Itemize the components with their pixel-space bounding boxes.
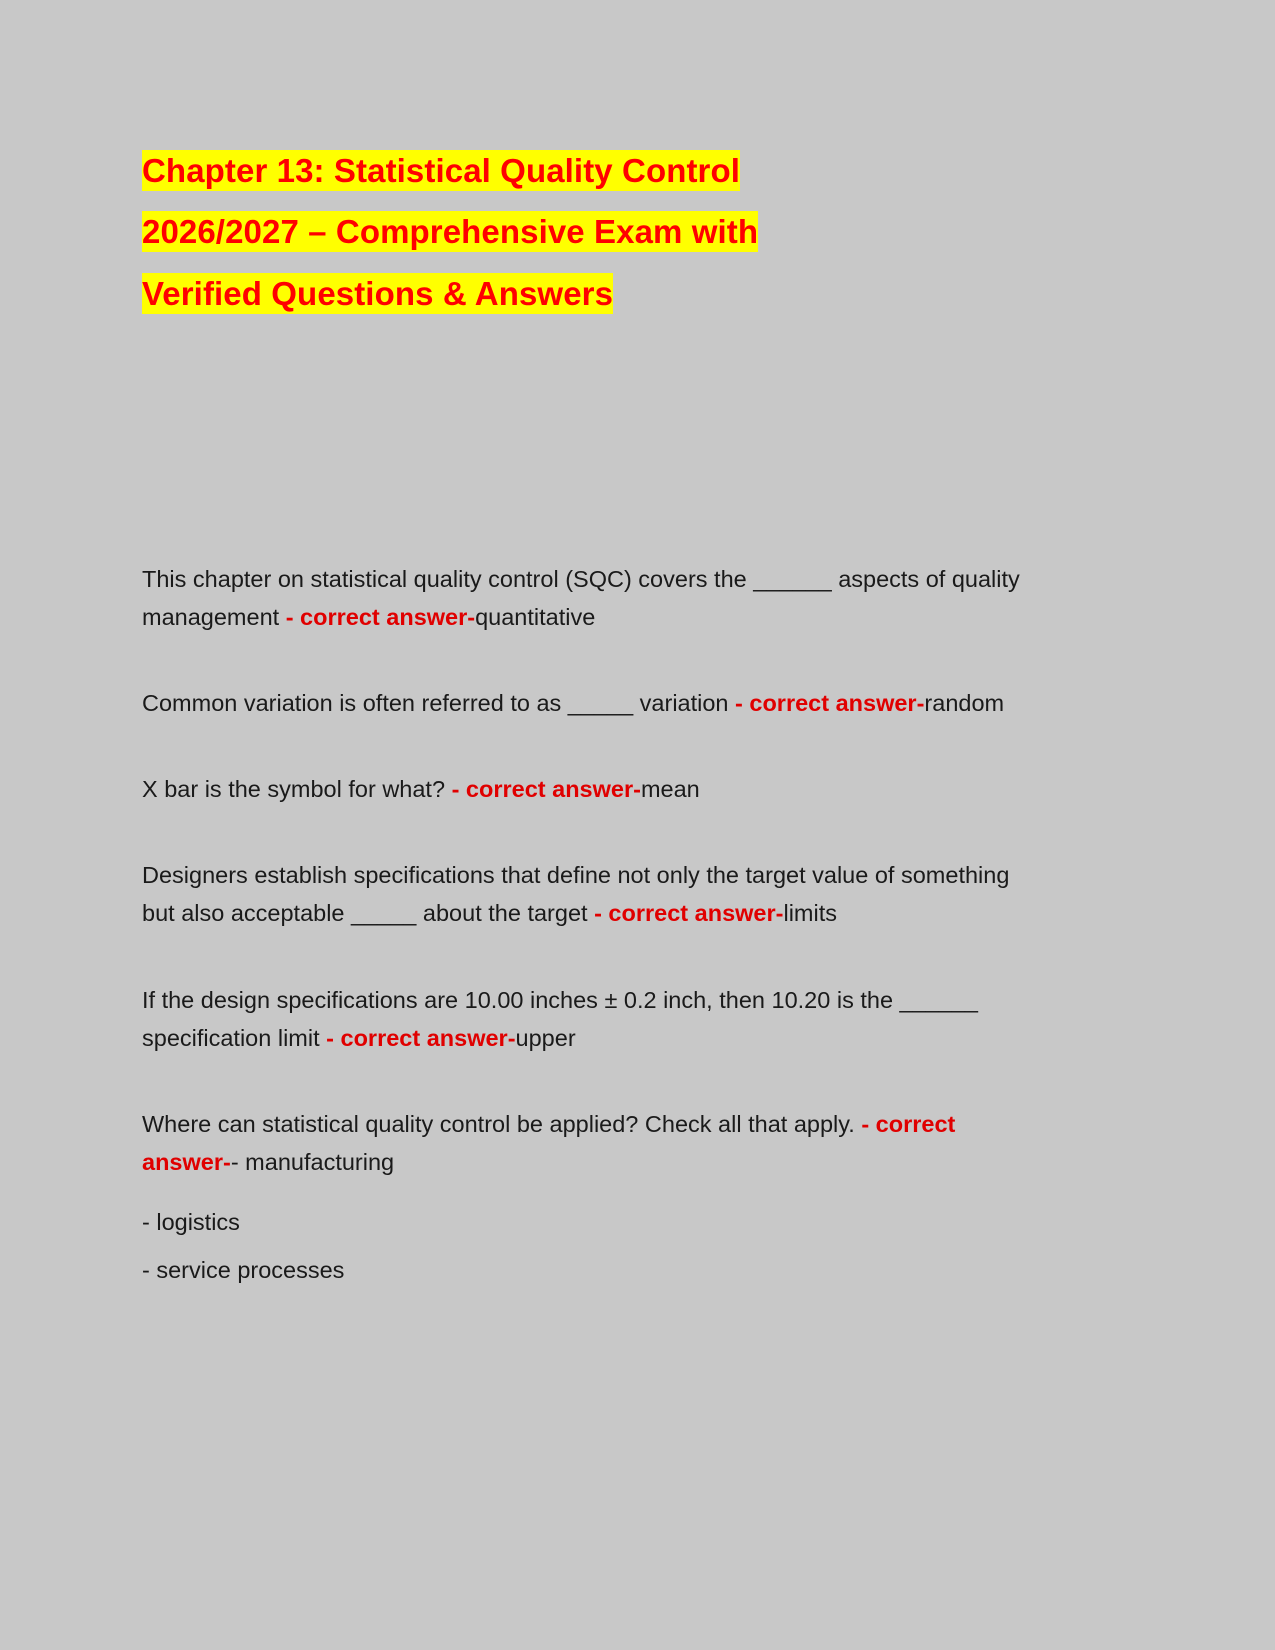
qa-item-1 bbox=[142, 560, 1042, 636]
qa-item-5 bbox=[142, 981, 1042, 1057]
answer-marker-3: - correct answer- bbox=[451, 776, 641, 803]
answer-text-4: limits bbox=[783, 900, 837, 927]
qa-item-6-extra-line-1: - logistics bbox=[142, 1208, 240, 1235]
answer-text-5: upper bbox=[515, 1024, 576, 1051]
title-body-spacer bbox=[142, 324, 1135, 560]
question-text-6: Where can statistical quality control be applied? Check all that apply. bbox=[142, 1110, 862, 1137]
title-line-1: Chapter 13: Statistical Quality Control bbox=[142, 152, 741, 189]
answer-text-6: - manufacturing bbox=[230, 1148, 395, 1175]
answer-text-3: mean bbox=[640, 776, 700, 803]
answer-text-2: random bbox=[924, 690, 1005, 717]
qa-item-3 bbox=[142, 770, 1042, 808]
answer-marker-5: - correct answer- bbox=[326, 1024, 516, 1051]
page-title bbox=[142, 140, 1135, 324]
answer-text-1: quantitative bbox=[475, 604, 596, 631]
answer-marker-6: - correct answer- bbox=[142, 1110, 956, 1175]
question-text-3: X bar is the symbol for what? bbox=[142, 776, 452, 803]
question-text-5: If the design specifications are 10.00 inches ± 0.2 inch, then 10.20 is the ______ specification limit bbox=[142, 986, 978, 1051]
qa-item-6 bbox=[142, 1105, 1042, 1181]
title-line-3: Verified Questions & Answers bbox=[142, 274, 614, 312]
answer-marker-2: - correct answer- bbox=[735, 690, 925, 717]
qa-item-4 bbox=[142, 856, 1042, 932]
qa-item-6-extra-line-2: - service processes bbox=[142, 1256, 345, 1283]
question-text-4: Designers establish specifications that define not only the target value of something but also acceptable _____ about the target bbox=[142, 862, 1010, 927]
question-text-1: This chapter on statistical quality control (SQC) covers the ______ aspects of quality management bbox=[142, 566, 1020, 631]
answer-marker-4: - correct answer- bbox=[594, 900, 784, 927]
question-text-2: Common variation is often referred to as _____ variation bbox=[142, 690, 736, 717]
answer-marker-1: - correct answer- bbox=[285, 604, 476, 631]
qa-item-2 bbox=[142, 684, 1042, 722]
title-line-2: 2026/2027 – Comprehensive Exam with bbox=[142, 213, 759, 251]
